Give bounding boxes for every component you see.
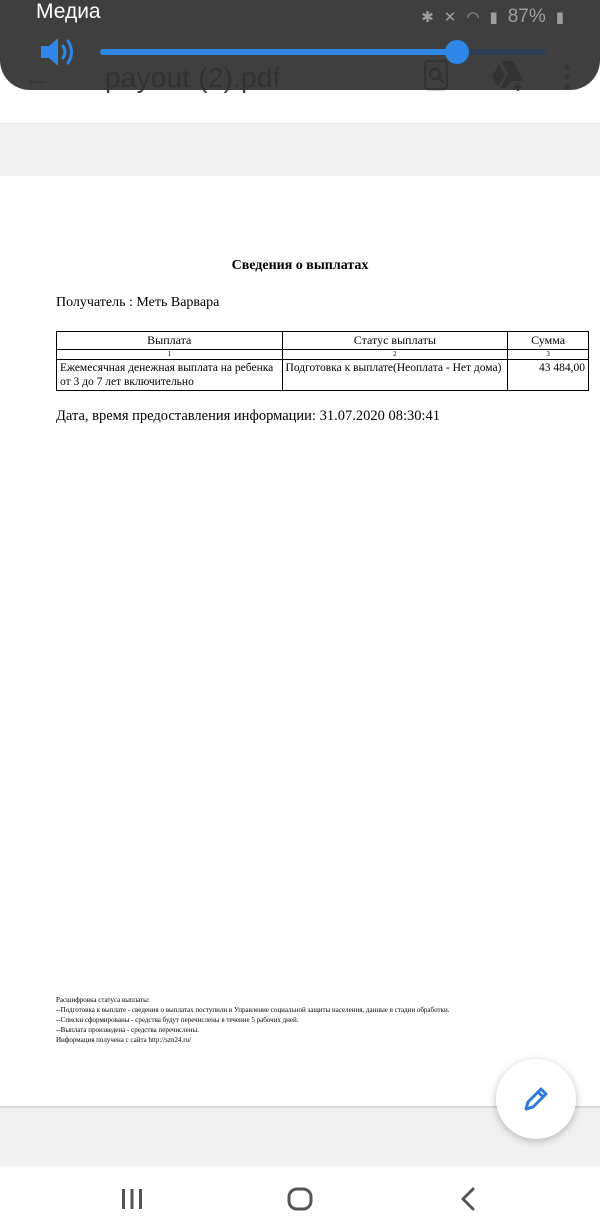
volume-slider-thumb[interactable] <box>445 40 469 64</box>
wifi-icon: ◠ <box>466 9 480 26</box>
home-icon <box>286 1186 314 1212</box>
status-icons <box>421 6 564 28</box>
speaker-icon[interactable] <box>38 34 78 70</box>
nav-back-button[interactable] <box>448 1182 488 1216</box>
pencil-icon <box>520 1083 552 1115</box>
amount-cell: 43 484,00 <box>508 360 589 391</box>
footer-note-line: Информация получена с сайта http://szn24.ru/ <box>56 1036 192 1044</box>
footer-note-line: Расшифровка статуса выплаты: <box>56 996 150 1004</box>
info-date: Дата, время предоставления информации: 31.07.2020 08:30:41 <box>56 408 440 424</box>
home-button[interactable] <box>280 1182 320 1216</box>
header-payment: Выплата <box>57 332 283 350</box>
pdf-page <box>0 176 600 1106</box>
signal-icon: ▮ <box>489 9 498 26</box>
mute-icon: ✕ <box>443 9 457 26</box>
column-number: 2 <box>282 350 508 360</box>
header-status: Статус выплаты <box>282 332 508 350</box>
column-number: 3 <box>508 350 589 360</box>
footer-note-line: --Выплата произведена - средства перечислены. <box>56 1026 199 1034</box>
volume-slider[interactable] <box>100 49 546 55</box>
system-nav-bar <box>0 1166 600 1232</box>
nav-back-icon <box>457 1186 479 1212</box>
status-cell: Подготовка к выплате(Неоплата - Нет дома) <box>282 360 508 391</box>
table-number-row <box>57 350 589 360</box>
header-amount: Сумма <box>508 332 589 350</box>
table-row <box>57 360 589 391</box>
media-label: Медиа <box>36 0 101 23</box>
edit-button[interactable] <box>496 1059 576 1139</box>
footer-note-line: --Подготовка к выплате - сведения о выплатах поступили в Управление социальной защиты населения, данные в стадии обработки. <box>56 1006 450 1014</box>
footer-note-line: --Списки сформированы - средства будут перечислены в течение 5 рабочих дней. <box>56 1016 299 1024</box>
payment-cell: Ежемесячная денежная выплата на ребенка от 3 до 7 лет включительно <box>57 360 283 391</box>
recents-button[interactable] <box>112 1182 152 1216</box>
payments-table <box>56 331 589 391</box>
battery-percent: 87% <box>507 6 546 27</box>
doc-title: Сведения о выплатах <box>231 258 369 273</box>
volume-slider-fill <box>100 49 457 55</box>
column-number: 1 <box>57 350 283 360</box>
table-header-row <box>57 332 589 350</box>
page-gap-top <box>0 124 600 176</box>
recents-icon <box>119 1187 145 1211</box>
battery-icon: ▮ <box>555 9 564 26</box>
media-volume-panel <box>0 0 600 90</box>
footer-notes <box>56 995 449 1045</box>
bluetooth-icon: ✱ <box>421 9 434 26</box>
recipient-line: Получатель : Меть Варвара <box>56 295 220 310</box>
